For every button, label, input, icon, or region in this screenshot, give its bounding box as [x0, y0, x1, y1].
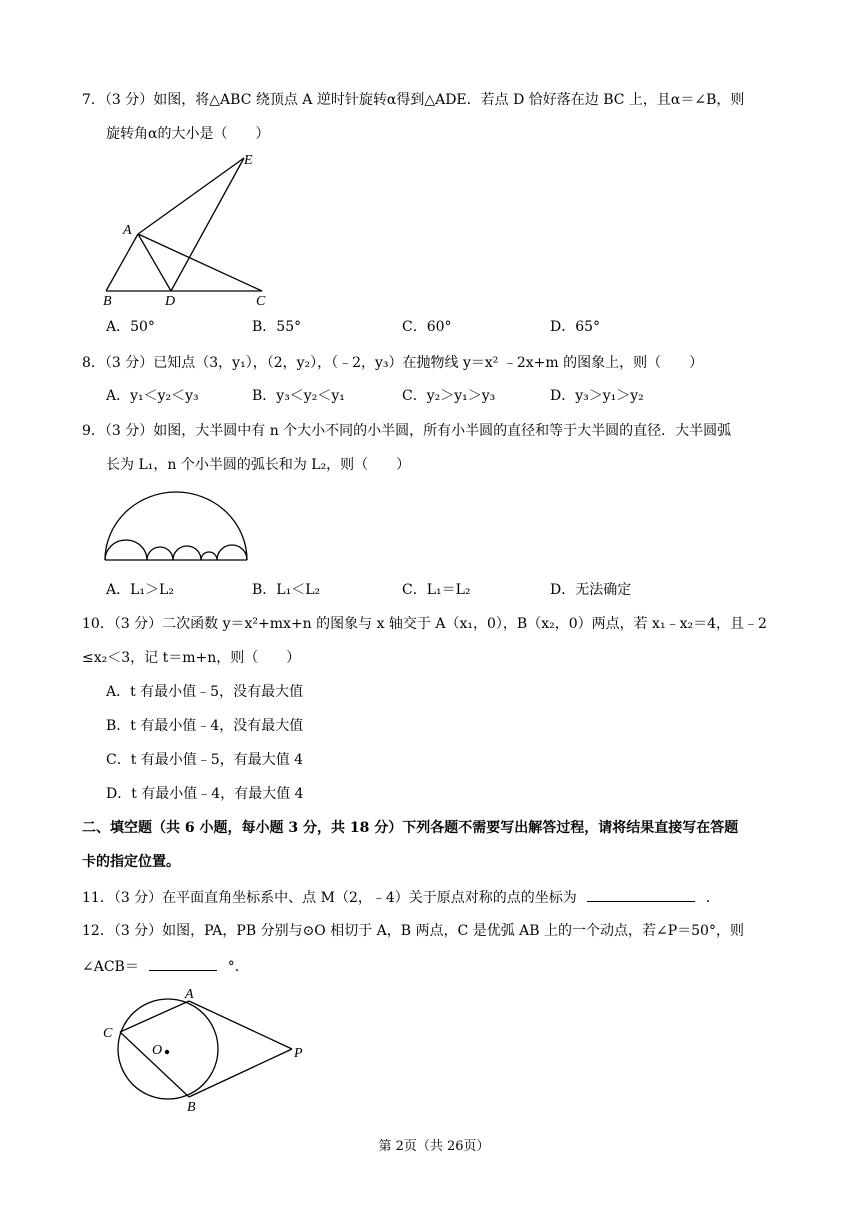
label-C: C	[103, 1026, 113, 1041]
q7-option-d: D．65°	[550, 319, 601, 335]
q9-line1: 9．（3 分）如图，大半圆中有 n 个大小不同的小半圆，所有小半圆的直径和等于大半圆的直径．大半圆弧	[82, 423, 732, 439]
section2-heading-line2: 卡的指定位置。	[82, 854, 180, 870]
label-A: A	[123, 223, 132, 238]
q7-option-c: C．60°	[402, 319, 452, 335]
page-footer: 第 2页（共 26页）	[378, 1139, 490, 1154]
q9-line2: 长为 L₁，n 个小半圆的弧长和为 L₂，则（ ）	[106, 457, 411, 473]
q11-end: ．	[705, 890, 720, 906]
q7-figure	[98, 150, 278, 310]
q10-option-d: D．t 有最小值﹣4，有最大值 4	[106, 786, 304, 802]
q8-option-c: C．y₂＞y₁＞y₃	[402, 388, 496, 404]
label-E: E	[244, 153, 253, 168]
label-O: O	[152, 1043, 163, 1058]
q12-answer-blank[interactable]	[149, 956, 217, 971]
q7-option-a: A．50°	[106, 319, 155, 335]
q9-option-a: A．L₁＞L₂	[106, 582, 174, 598]
label-P: P	[294, 1046, 303, 1061]
q7-line2: 旋转角α的大小是（ ）	[106, 126, 270, 142]
q10-line1: 10．（3 分）二次函数 y＝x²+mx+n 的图象与 x 轴交于 A（x₁，0），B（x₂，0）两点，若 x₁﹣x₂＝4，且﹣2	[82, 616, 767, 632]
q8-option-b: B．y₃＜y₂＜y₁	[252, 388, 345, 404]
q8-option-a: A．y₁＜y₂＜y₃	[106, 388, 199, 404]
q9-option-b: B．L₁＜L₂	[252, 582, 321, 598]
section2-heading-line1: 二、填空题（共 6 小题，每小题 3 分，共 18 分）下列各题不需要写出解答过程，请将结果直接写在答题	[82, 820, 739, 836]
q12-line2	[82, 956, 249, 977]
q12-line1: 12．（3 分）如图，PA，PB 分别与⊙O 相切于 A，B 两点，C 是优弧 AB 上的一个动点，若∠P＝50°，则	[82, 923, 744, 939]
label-C: C	[256, 294, 266, 309]
q7-line1: 7．（3 分）如图，将△ABC 绕顶点 A 逆时针旋转α得到△ADE．若点 D 恰好落在边 BC 上，且α＝∠B，则	[82, 92, 745, 108]
q9-figure	[100, 488, 252, 564]
q7-option-b: B．55°	[252, 319, 302, 335]
q10-option-c: C．t 有最小值﹣5，有最大值 4	[106, 752, 304, 768]
q12-figure	[96, 982, 311, 1116]
q12-suffix: °．	[227, 959, 249, 975]
q10-line2: ≤x₂＜3，记 t＝m+n，则（ ）	[82, 650, 301, 666]
label-B: B	[103, 294, 112, 309]
q9-option-d: D．无法确定	[550, 582, 632, 598]
q12-prefix: ∠ACB＝	[82, 959, 139, 975]
q11-answer-blank[interactable]	[587, 887, 695, 902]
q8-line1: 8．（3 分）已知点（3，y₁），（2，y₂），（﹣2，y₃）在抛物线 y＝x² ﹣2x+m 的图象上，则（ ）	[82, 355, 704, 371]
q10-option-a: A．t 有最小值﹣5，没有最大值	[106, 684, 304, 700]
q9-option-c: C．L₁＝L₂	[402, 582, 471, 598]
q10-option-b: B．t 有最小值﹣4，没有最大值	[106, 718, 304, 734]
label-B: B	[187, 1100, 196, 1115]
q11-line	[82, 887, 720, 908]
q8-option-d: D．y₃＞y₁＞y₂	[550, 388, 644, 404]
label-A: A	[185, 987, 194, 1002]
label-D: D	[165, 294, 176, 309]
q11-text: 11．（3 分）在平面直角坐标系中、点 M（2，﹣4）关于原点对称的点的坐标为	[82, 890, 577, 906]
